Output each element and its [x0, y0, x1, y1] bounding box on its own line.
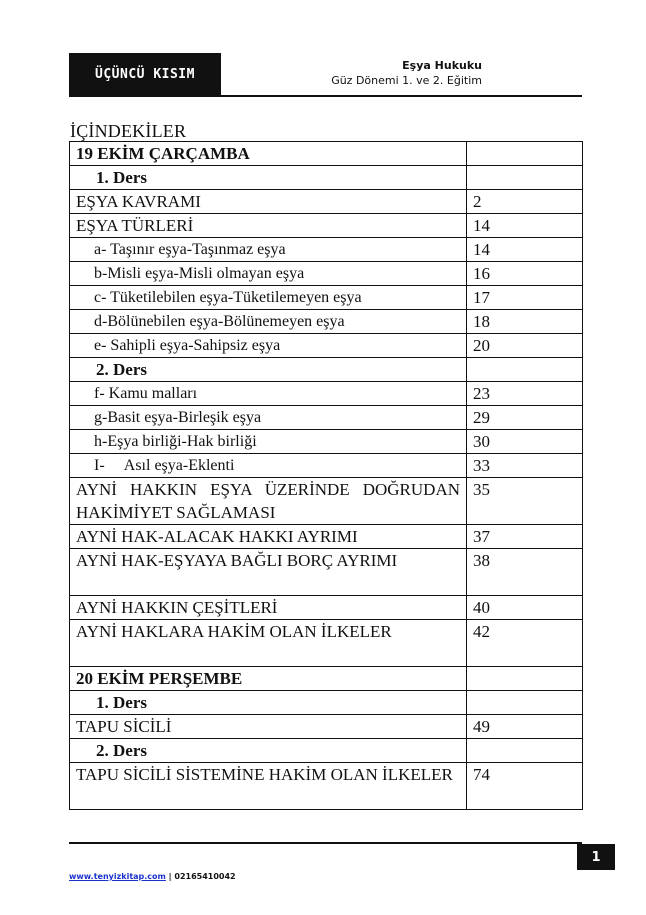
footer-divider: [69, 842, 582, 844]
toc-label: AYNİ HAKLARA HAKİM OLAN İLKELER: [70, 620, 467, 667]
course-subtitle: Güz Dönemi 1. ve 2. Eğitim: [331, 74, 482, 87]
footer-separator: |: [165, 872, 175, 881]
toc-page: 14: [467, 214, 583, 238]
toc-page: [467, 142, 583, 166]
toc-row: [70, 454, 583, 478]
header-divider: [69, 95, 582, 97]
toc-row: [70, 478, 583, 525]
toc-page: 49: [467, 715, 583, 739]
page-number: 1: [577, 844, 615, 870]
toc-page: 18: [467, 310, 583, 334]
toc-page: [467, 667, 583, 691]
toc-row: [70, 262, 583, 286]
toc-heading: İÇİNDEKİLER: [70, 121, 187, 141]
toc-row: [70, 549, 583, 596]
toc-label: AYNİ HAKKIN ÇEŞİTLERİ: [70, 596, 467, 620]
toc-label: 2. Ders: [70, 358, 467, 382]
toc-label: a- Taşınır eşya-Taşınmaz eşya: [70, 238, 467, 262]
toc-label: b-Misli eşya-Misli olmayan eşya: [70, 262, 467, 286]
course-title: Eşya Hukuku: [402, 59, 482, 72]
website-link[interactable]: www.tenyizkitap.com: [69, 872, 166, 881]
phone-number: 02165410042: [174, 872, 236, 881]
toc-row: [70, 190, 583, 214]
toc-page: 16: [467, 262, 583, 286]
toc-page: 29: [467, 406, 583, 430]
toc-row: [70, 596, 583, 620]
toc-row: [70, 382, 583, 406]
toc-page: 33: [467, 454, 583, 478]
toc-page: [467, 166, 583, 190]
toc-row: [70, 214, 583, 238]
toc-row: [70, 358, 583, 382]
toc-page: 20: [467, 334, 583, 358]
toc-row: [70, 739, 583, 763]
toc-page: 2: [467, 190, 583, 214]
toc-label: 1. Ders: [70, 166, 467, 190]
section-label: ÜÇÜNCÜ KISIM: [69, 53, 221, 95]
toc-row: [70, 620, 583, 667]
toc-label: EŞYA KAVRAMI: [70, 190, 467, 214]
toc-page: 17: [467, 286, 583, 310]
toc-row: [70, 334, 583, 358]
toc-label: 20 EKİM PERŞEMBE: [70, 667, 467, 691]
toc-label: e- Sahipli eşya-Sahipsiz eşya: [70, 334, 467, 358]
toc-label: EŞYA TÜRLERİ: [70, 214, 467, 238]
toc-page: 74: [467, 763, 583, 810]
toc-page: 42: [467, 620, 583, 667]
toc-row: [70, 525, 583, 549]
toc-row: [70, 763, 583, 810]
toc-row: [70, 667, 583, 691]
toc-row: [70, 691, 583, 715]
toc-page: 38: [467, 549, 583, 596]
toc-row: [70, 238, 583, 262]
toc-label: 19 EKİM ÇARÇAMBA: [70, 142, 467, 166]
toc-row: [70, 310, 583, 334]
toc-page: [467, 358, 583, 382]
toc-page: 23: [467, 382, 583, 406]
toc-label: AYNİ HAK-ALACAK HAKKI AYRIMI: [70, 525, 467, 549]
toc-page: 35: [467, 478, 583, 525]
toc-page: [467, 691, 583, 715]
toc-label: f- Kamu malları: [70, 382, 467, 406]
toc-row: [70, 166, 583, 190]
toc-row: [70, 286, 583, 310]
toc-label: d-Bölünebilen eşya-Bölünemeyen eşya: [70, 310, 467, 334]
toc-label: AYNİ HAK-EŞYAYA BAĞLI BORÇ AYRIMI: [70, 549, 467, 596]
toc-page: 14: [467, 238, 583, 262]
toc-label: h-Eşya birliği-Hak birliği: [70, 430, 467, 454]
toc-page: 37: [467, 525, 583, 549]
toc-label: 2. Ders: [70, 739, 467, 763]
footer-contact: [69, 872, 236, 881]
toc-row: [70, 142, 583, 166]
toc-label: 1. Ders: [70, 691, 467, 715]
toc-row: [70, 430, 583, 454]
toc-table: [69, 141, 583, 810]
toc-page: 40: [467, 596, 583, 620]
toc-label: AYNİ HAKKIN EŞYA ÜZERİNDE DOĞRUDAN HAKİMİYET SAĞLAMASI: [70, 478, 467, 525]
toc-row: [70, 715, 583, 739]
toc-page: [467, 739, 583, 763]
toc-label: c- Tüketilebilen eşya-Tüketilemeyen eşya: [70, 286, 467, 310]
toc-label: TAPU SİCİLİ SİSTEMİNE HAKİM OLAN İLKELER: [70, 763, 467, 810]
toc-label: g-Basit eşya-Birleşik eşya: [70, 406, 467, 430]
toc-page: 30: [467, 430, 583, 454]
toc-label: TAPU SİCİLİ: [70, 715, 467, 739]
toc-row: [70, 406, 583, 430]
toc-label: I- Asıl eşya-Eklenti: [70, 454, 467, 478]
